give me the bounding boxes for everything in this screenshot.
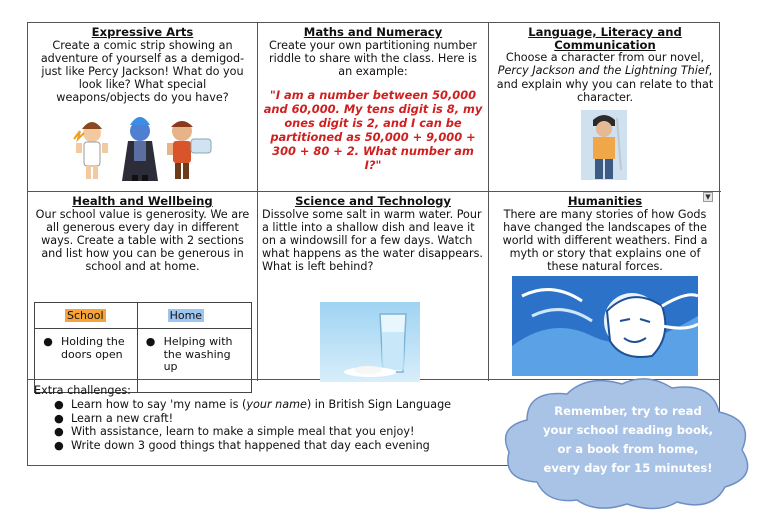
salt-water-glass-image bbox=[320, 302, 420, 382]
cloud-message: Remember, try to read your school reading book, or a book from home, every day for 15 minutes! bbox=[542, 404, 714, 475]
humanities-heading: Humanities bbox=[567, 194, 643, 208]
language-heading: Language, Literacy and Communication bbox=[528, 25, 682, 52]
extra-challenges-title: Extra challenges: bbox=[34, 384, 131, 397]
table-header-home: Home bbox=[137, 303, 251, 329]
language-text: Choose a character from our novel, Percy Jackson and the Lightning Thief, and explain why you can relate to that character. bbox=[496, 51, 714, 104]
health-text: Our school value is generosity. We are all generous every day in different ways. Create a table with 2 sections and list how you can be generous in school and at home. bbox=[35, 207, 250, 274]
expressive-arts-heading: Expressive Arts bbox=[91, 25, 194, 39]
expressive-arts-text: Create a comic strip showing an adventure of yourself as a demigod- just like Percy Jackson! What do you look like? What special weapons/objects do you have? bbox=[40, 38, 245, 105]
cell-science-technology bbox=[258, 192, 489, 381]
reading-reminder-cloud bbox=[497, 372, 759, 514]
character-zeus-figure bbox=[74, 122, 108, 179]
subject-grid bbox=[27, 22, 720, 380]
cell-expressive-arts bbox=[28, 23, 258, 192]
maths-text: Create your own partitioning number riddle to share with the class. Here is an example: bbox=[268, 38, 478, 78]
science-text: Dissolve some salt in warm water. Pour a little into a shallow dish and leave it on a windowsill for a few days. Watch what happens as the water disappears. What is left behind? bbox=[262, 207, 483, 274]
science-heading: Science and Technology bbox=[295, 194, 451, 208]
table-cell-home: ● Helping with the washing up bbox=[137, 329, 251, 393]
health-heading: Health and Wellbeing bbox=[72, 194, 213, 208]
percy-jackson-character-image bbox=[581, 110, 627, 180]
table-cell-school: ● Holding the doors open bbox=[35, 329, 138, 393]
cell-language-literacy bbox=[489, 23, 721, 192]
maths-riddle: "I am a number between 50,000 and 60,000. My tens digit is 8, my ones digit is 2, and I can be partitioned as 50,000 + 9,000 + 300 + 80 + 2. What number am I?" bbox=[263, 88, 483, 173]
book-title: Percy Jackson and the Lightning Thief bbox=[497, 64, 709, 78]
wind-god-illustration-image bbox=[512, 276, 698, 376]
list-item: ● Learn how to say 'my name is (your name) in British Sign Language bbox=[54, 397, 452, 411]
list-item: ● Write down 3 good things that happened that day each evening bbox=[54, 439, 430, 453]
character-hades-figure bbox=[122, 117, 158, 181]
table-header-school: School bbox=[35, 303, 138, 329]
cell-maths-numeracy bbox=[258, 23, 489, 192]
list-item: ● Learn a new craft! bbox=[54, 411, 174, 425]
dropdown-arrow-icon[interactable]: ▼ bbox=[703, 192, 713, 202]
cell-health-wellbeing bbox=[28, 192, 258, 381]
cell-humanities bbox=[489, 192, 721, 381]
demigod-characters-image bbox=[70, 109, 215, 185]
maths-heading: Maths and Numeracy bbox=[303, 25, 443, 39]
list-item: ● With assistance, learn to make a simple meal that you enjoy! bbox=[54, 425, 415, 439]
humanities-text: There are many stories of how Gods have changed the landscapes of the world with different weathers. Find a myth or story that explains one of these natural forces. bbox=[502, 207, 708, 274]
character-hero-figure bbox=[167, 121, 211, 179]
